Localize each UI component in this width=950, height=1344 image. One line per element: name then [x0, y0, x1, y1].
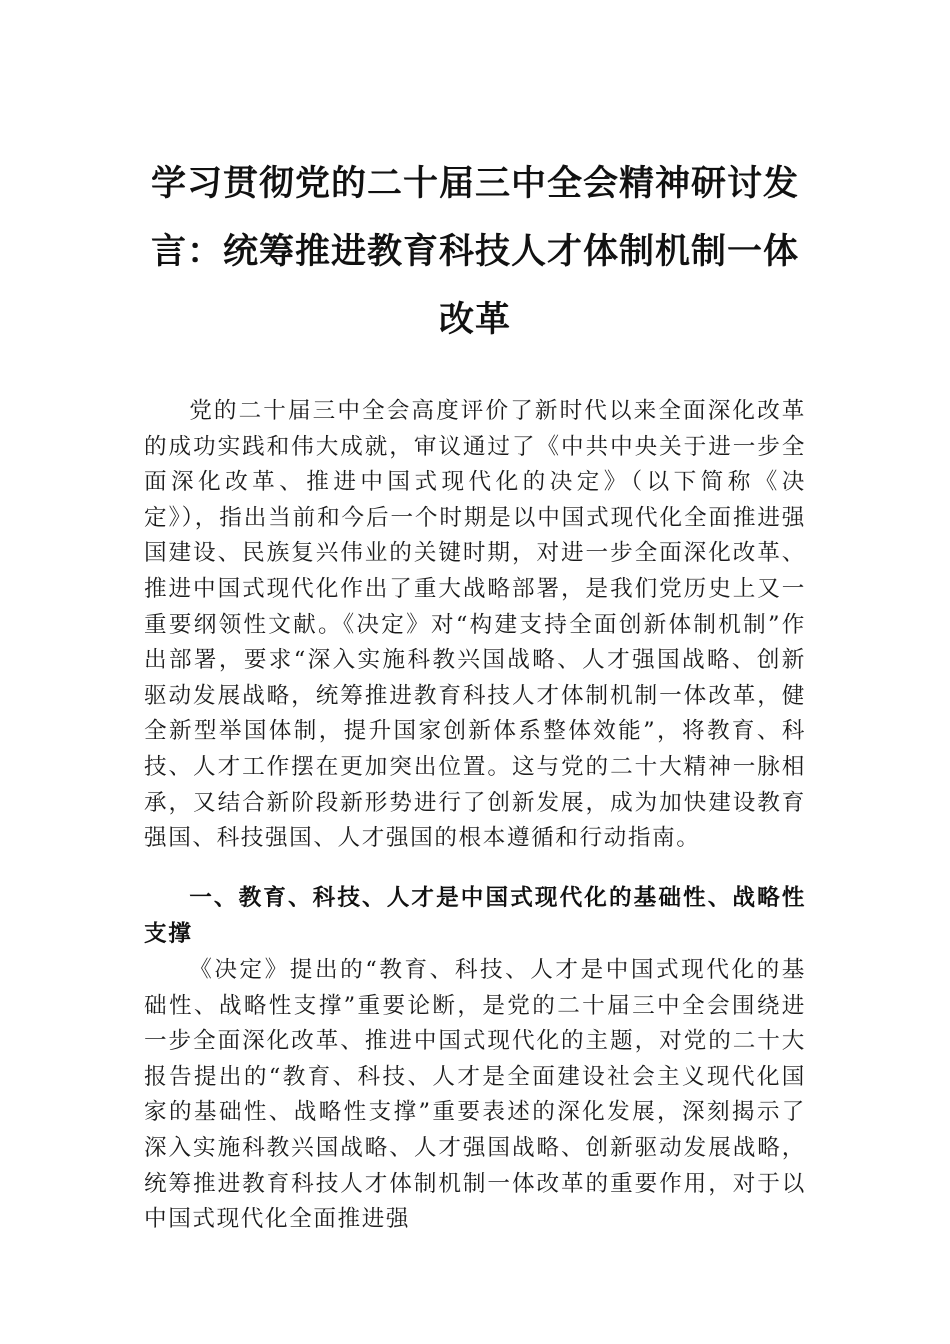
- intro-paragraph: 党的二十届三中全会高度评价了新时代以来全面深化改革的成功实践和伟大成就，审议通过了《中共中央关于进一步全面深化改革、推进中国式现代化的决定》（以下简称《决定》），指出当前和今后一个时期是以中国式现代化全面推进强国建设、民族复兴伟业的关键时期，对进一步全面深化改革、推进中国式现代化作出了重大战略部署，是我们党历史上又一重要纲领性文献。《决定》对“构建支持全面创新体制机制”作出部署，要求“深入实施科教兴国战略、人才强国战略、创新驱动发展战略，统筹推进教育科技人才体制机制一体改革，健全新型举国体制，提升国家创新体系整体效能”，将教育、科技、人才工作摆在更加突出位置。这与党的二十大精神一脉相承，又结合新阶段新形势进行了创新发展，成为加快建设教育强国、科技强国、人才强国的根本遵循和行动指南。: [144, 398, 806, 852]
- section-heading: 一、教育、科技、人才是中国式现代化的基础性、战略性支撑: [144, 885, 806, 947]
- document-title: 学习贯彻党的二十届三中全会精神研讨发言：统筹推进教育科技人才体制机制一体改革: [150, 163, 799, 340]
- document-page: [144, 0, 806, 1344]
- section-paragraph: 《决定》提出的“教育、科技、人才是中国式现代化的基础性、战略性支撑”重要论断，是党的二十届三中全会围绕进一步全面深化改革、推进中国式现代化的主题，对党的二十大报告提出的“教育、科技、人才是全面建设社会主义现代化国家的基础性、战略性支撑”重要表述的深化发展，深刻揭示了深入实施科教兴国战略、人才强国战略、创新驱动发展战略，统筹推进教育科技人才体制机制一体改革的重要作用，对于以中国式现代化全面推进强: [144, 957, 806, 1233]
